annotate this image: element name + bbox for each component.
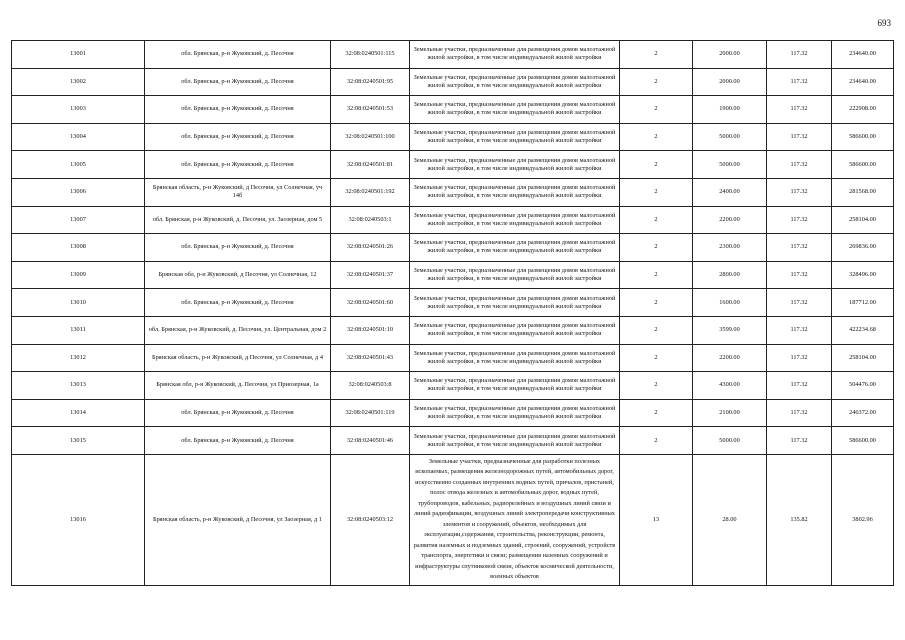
cell-area: 4300.00: [693, 372, 767, 400]
cell-land-purpose: Земельные участки, предназначенные для размещения домов малоэтажной жилой застройки, в том числе индивидуальной жилой застройки: [410, 261, 620, 289]
cell-cadastral-number: 32:08:0240501:192: [331, 178, 410, 206]
cell-address: обл. Брянская, р-н Жуковский, д. Песочня: [145, 151, 331, 179]
cell-record-number: 13015: [12, 427, 145, 455]
table-row: [12, 316, 894, 344]
cell-cadastral-number: 32:08:0240501:43: [331, 344, 410, 372]
cell-area: 1900.00: [693, 96, 767, 124]
table-row: [12, 41, 894, 69]
cell-land-purpose: Земельные участки, предназначенные для размещения домов малоэтажной жилой застройки, в том числе индивидуальной жилой застройки: [410, 289, 620, 317]
cell-record-number: 13013: [12, 372, 145, 400]
cell-group: 2: [620, 96, 693, 124]
page-number: 693: [877, 18, 891, 28]
cell-specific-value: 117.32: [767, 151, 832, 179]
cell-cadastral-value: 258104.00: [832, 344, 894, 372]
cell-specific-value: 117.32: [767, 178, 832, 206]
cell-record-number: 13006: [12, 178, 145, 206]
cell-area: 5000.00: [693, 123, 767, 151]
cell-group: 2: [620, 372, 693, 400]
table-row: [12, 399, 894, 427]
cell-group: 2: [620, 261, 693, 289]
cell-cadastral-value: 586600.00: [832, 123, 894, 151]
cell-land-purpose: Земельные участки, предназначенные для размещения домов малоэтажной жилой застройки, в том числе индивидуальной жилой застройки: [410, 372, 620, 400]
cell-cadastral-value: 222908.00: [832, 96, 894, 124]
cell-cadastral-number: 32:08:0240501:26: [331, 234, 410, 262]
cell-address: обл. Брянская, р-н Жуковский, д. Песочня, ул. Центральная, дом 2: [145, 316, 331, 344]
registry-table-body: [12, 41, 894, 586]
cell-cadastral-value: 246372.00: [832, 399, 894, 427]
cell-cadastral-number: 32:08:0240501:81: [331, 151, 410, 179]
cell-specific-value: 117.32: [767, 123, 832, 151]
cell-area: 2200.00: [693, 206, 767, 234]
cell-cadastral-value: 187712.00: [832, 289, 894, 317]
table-row: [12, 123, 894, 151]
cell-address: обл. Брянская, р-н Жуковский, д. Песочня: [145, 41, 331, 69]
cell-address: Брянская область, р-н Жуковский, д Песочня, ул Солнечная, д 4: [145, 344, 331, 372]
cell-cadastral-value: 586600.00: [832, 427, 894, 455]
cell-record-number: 13009: [12, 261, 145, 289]
cell-cadastral-number: 32:08:0240501:95: [331, 68, 410, 96]
cell-group: 2: [620, 234, 693, 262]
cell-specific-value: 117.32: [767, 206, 832, 234]
table-row: [12, 96, 894, 124]
cell-area: 28.00: [693, 454, 767, 585]
cell-specific-value: 117.32: [767, 344, 832, 372]
cell-specific-value: 117.32: [767, 427, 832, 455]
cell-cadastral-value: 328496.00: [832, 261, 894, 289]
cell-land-purpose: Земельные участки, предназначенные для размещения домов малоэтажной жилой застройки, в том числе индивидуальной жилой застройки: [410, 206, 620, 234]
cell-group: 2: [620, 41, 693, 69]
cell-cadastral-number: 32:08:0240501:60: [331, 289, 410, 317]
cell-land-purpose: Земельные участки, предназначенные для размещения домов малоэтажной жилой застройки, в том числе индивидуальной жилой застройки: [410, 96, 620, 124]
table-row: [12, 289, 894, 317]
land-registry-table: [11, 40, 894, 586]
cell-group: 2: [620, 427, 693, 455]
cell-group: 2: [620, 316, 693, 344]
cell-land-purpose: Земельные участки, предназначенные для разработки полезных ископаемых, размещения железнодорожных путей, автомобильных дорог, искусственно созданных внутренних водных путей, причалов, пристаней, полос отвода железных и автомобильных дорог, водных путей, трубопроводов, кабельных, радиорелейных и воздушных линий связи и линий радиофикации, воздушных линий электропередачи конструктивных элементов и сооружений, объектов, необходимых для эксплуатации,содержания, строительства, реконструкции, ремонта, развития наземных и подземных зданий, строений, сооружений, устройств транспорта, энергетики и связи; размещения наземных сооружений и инфраструктуры спутниковой связи, объектов космической деятельности, военных объектов: [410, 454, 620, 585]
cell-group: 2: [620, 289, 693, 317]
cell-specific-value: 117.32: [767, 316, 832, 344]
cell-address: обл. Брянская, р-н Жуковский, д. Песочня: [145, 399, 331, 427]
cell-group: 2: [620, 123, 693, 151]
cell-cadastral-number: 32:08:0240501:115: [331, 41, 410, 69]
cell-land-purpose: Земельные участки, предназначенные для размещения домов малоэтажной жилой застройки, в том числе индивидуальной жилой застройки: [410, 427, 620, 455]
cell-specific-value: 117.32: [767, 399, 832, 427]
table-row: [12, 344, 894, 372]
cell-address: обл. Брянская, р-н Жуковский, д. Песочня: [145, 427, 331, 455]
cell-area: 2000.00: [693, 68, 767, 96]
cell-land-purpose: Земельные участки, предназначенные для размещения домов малоэтажной жилой застройки, в том числе индивидуальной жилой застройки: [410, 151, 620, 179]
cell-record-number: 13001: [12, 41, 145, 69]
cell-cadastral-number: 32:08:0240501:119: [331, 399, 410, 427]
cell-address: обл. Брянская, р-н Жуковский, д. Песочня, ул. Заозерная, дом 5: [145, 206, 331, 234]
cell-address: обл. Брянская, р-н Жуковский, д. Песочня: [145, 68, 331, 96]
cell-area: 5000.00: [693, 427, 767, 455]
cell-address: Брянская область, р-н Жуковский, д Песочня, ул Заозерная, д 1: [145, 454, 331, 585]
cell-cadastral-number: 32:08:0240501:46: [331, 427, 410, 455]
cell-area: 2200.00: [693, 344, 767, 372]
cell-record-number: 13005: [12, 151, 145, 179]
table-row: [12, 454, 894, 585]
cell-record-number: 13014: [12, 399, 145, 427]
cell-land-purpose: Земельные участки, предназначенные для размещения домов малоэтажной жилой застройки, в том числе индивидуальной жилой застройки: [410, 316, 620, 344]
table-row: [12, 427, 894, 455]
cell-group: 2: [620, 206, 693, 234]
cell-specific-value: 117.32: [767, 96, 832, 124]
cell-land-purpose: Земельные участки, предназначенные для размещения домов малоэтажной жилой застройки, в том числе индивидуальной жилой застройки: [410, 68, 620, 96]
table-row: [12, 151, 894, 179]
table-row: [12, 234, 894, 262]
cell-area: 1600.00: [693, 289, 767, 317]
cell-cadastral-value: 269836.00: [832, 234, 894, 262]
cell-cadastral-number: 32:08:0240503:8: [331, 372, 410, 400]
cell-cadastral-number: 32:08:0240503:12: [331, 454, 410, 585]
cell-area: 2100.00: [693, 399, 767, 427]
cell-record-number: 13003: [12, 96, 145, 124]
cell-cadastral-number: 32:08:0240501:53: [331, 96, 410, 124]
cell-area: 2800.00: [693, 261, 767, 289]
cell-specific-value: 117.32: [767, 41, 832, 69]
cell-land-purpose: Земельные участки, предназначенные для размещения домов малоэтажной жилой застройки, в том числе индивидуальной жилой застройки: [410, 41, 620, 69]
cell-area: 2300.00: [693, 234, 767, 262]
cell-cadastral-value: 281568.00: [832, 178, 894, 206]
cell-cadastral-value: 258104.00: [832, 206, 894, 234]
cell-record-number: 13010: [12, 289, 145, 317]
cell-address: Брянская обл, р-н Жуковский, д. Песочня, ул Приозерная, 1а: [145, 372, 331, 400]
cell-cadastral-number: 32:08:0240501:10: [331, 316, 410, 344]
cell-record-number: 13012: [12, 344, 145, 372]
cell-address: Брянская обл, р-н Жуковский, д Песочня, ул Солнечная, 12: [145, 261, 331, 289]
cell-cadastral-value: 3802.96: [832, 454, 894, 585]
cell-group: 2: [620, 178, 693, 206]
cell-specific-value: 117.32: [767, 68, 832, 96]
cell-specific-value: 117.32: [767, 289, 832, 317]
table-row: [12, 261, 894, 289]
cell-address: Брянская область, р-н Жуковский, д Песочня, ул Солнечная, уч 14б: [145, 178, 331, 206]
cell-land-purpose: Земельные участки, предназначенные для размещения домов малоэтажной жилой застройки, в том числе индивидуальной жилой застройки: [410, 178, 620, 206]
cell-area: 2000.00: [693, 41, 767, 69]
cell-address: обл. Брянская, р-н Жуковский, д. Песочня: [145, 234, 331, 262]
cell-record-number: 13008: [12, 234, 145, 262]
cell-address: обл. Брянская, р-н Жуковский, д. Песочня: [145, 123, 331, 151]
table-row: [12, 178, 894, 206]
cell-cadastral-value: 422234.68: [832, 316, 894, 344]
cell-record-number: 13011: [12, 316, 145, 344]
cell-land-purpose: Земельные участки, предназначенные для размещения домов малоэтажной жилой застройки, в том числе индивидуальной жилой застройки: [410, 344, 620, 372]
cell-address: обл. Брянская, р-н Жуковский, д. Песочня: [145, 289, 331, 317]
table-row: [12, 372, 894, 400]
cell-group: 2: [620, 68, 693, 96]
cell-land-purpose: Земельные участки, предназначенные для размещения домов малоэтажной жилой застройки, в том числе индивидуальной жилой застройки: [410, 123, 620, 151]
cell-land-purpose: Земельные участки, предназначенные для размещения домов малоэтажной жилой застройки, в том числе индивидуальной жилой застройки: [410, 234, 620, 262]
cell-group: 13: [620, 454, 693, 585]
cell-group: 2: [620, 399, 693, 427]
cell-group: 2: [620, 344, 693, 372]
cell-cadastral-value: 504476.00: [832, 372, 894, 400]
cell-land-purpose: Земельные участки, предназначенные для размещения домов малоэтажной жилой застройки, в том числе индивидуальной жилой застройки: [410, 399, 620, 427]
cell-record-number: 13002: [12, 68, 145, 96]
cell-cadastral-number: 32:08:0240503:1: [331, 206, 410, 234]
cell-specific-value: 117.32: [767, 234, 832, 262]
cell-cadastral-value: 586600.00: [832, 151, 894, 179]
cell-group: 2: [620, 151, 693, 179]
cell-cadastral-number: 32:08:0240501:37: [331, 261, 410, 289]
cell-record-number: 13016: [12, 454, 145, 585]
cell-record-number: 13004: [12, 123, 145, 151]
cell-specific-value: 117.32: [767, 261, 832, 289]
cell-cadastral-value: 234640.00: [832, 41, 894, 69]
cell-address: обл. Брянская, р-н Жуковский, д. Песочня: [145, 96, 331, 124]
table-row: [12, 206, 894, 234]
cell-area: 5000.00: [693, 151, 767, 179]
cell-cadastral-value: 234640.00: [832, 68, 894, 96]
cell-area: 2400.00: [693, 178, 767, 206]
table-row: [12, 68, 894, 96]
cell-record-number: 13007: [12, 206, 145, 234]
cell-specific-value: 117.32: [767, 372, 832, 400]
cell-area: 3599.00: [693, 316, 767, 344]
cell-cadastral-number: 32:08:0240501:100: [331, 123, 410, 151]
cell-specific-value: 135.82: [767, 454, 832, 585]
